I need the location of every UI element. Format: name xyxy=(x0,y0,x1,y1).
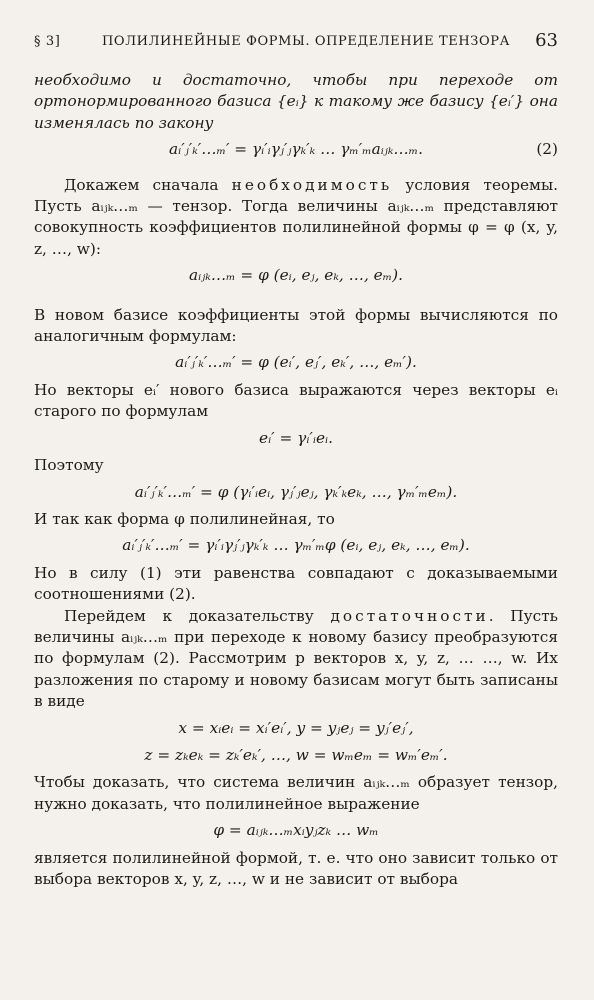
formula-2-number: (2) xyxy=(536,140,558,159)
formula-expanded: aᵢ′ⱼ′ₖ′…ₘ′ = γᵢ′ᵢγⱼ′ⱼγₖ′ₖ … γₘ′ₘφ (eᵢ, eⱼ, eₖ, …, eₘ). xyxy=(122,536,470,555)
formula-decomposition-1: x = xᵢeᵢ = xᵢ′eᵢ′, y = yⱼeⱼ = yⱼ′eⱼ′, xyxy=(178,718,414,737)
running-title: ПОЛИЛИНЕЙНЫЕ ФОРМЫ. ОПРЕДЕЛЕНИЕ ТЕНЗОРА xyxy=(102,34,511,49)
paragraph-final: является полилинейной формой, т. е. что оно зависит только от выбора векторов x, y, z, …, w и не зависит от выбора xyxy=(34,848,558,888)
running-header xyxy=(34,30,558,52)
paragraph-new-basis: В новом базисе коэффициенты этой формы вычисляются по аналогичным формулам: xyxy=(34,305,558,346)
section-marker: § 3] xyxy=(34,34,61,49)
formula-2-expression: aᵢ′ⱼ′ₖ′…ₘ′ = γᵢ′ᵢγⱼ′ⱼγₖ′ₖ … γₘ′ₘaᵢⱼₖ…ₘ. xyxy=(169,140,423,159)
paragraph-therefore: Поэтому xyxy=(34,456,104,475)
page-body xyxy=(34,70,558,890)
page-number: 63 xyxy=(535,30,558,51)
paragraph-sufficiency: Перейдем к доказательству достаточности. Пусть величины aᵢⱼₖ…ₘ при переходе к новому базису преобразуются по формулам (2). Рассмотрим p векторов x, y, z, … …, w. Их разложения по старому и новому базисам могут быть записаны в виде xyxy=(34,606,558,711)
spaced-word-sufficiency: достаточности xyxy=(330,606,489,625)
paragraph-conclusion: Но в силу (1) эти равенства совпадают с доказываемыми соотношениями (2). xyxy=(34,563,558,604)
paragraph-tensor: Чтобы доказать, что система величин aᵢⱼₖ…ₘ образует тензор, нужно доказать, что полилинейное выражение xyxy=(34,773,558,813)
formula-coefficients: aᵢⱼₖ…ₘ = φ (eᵢ, eⱼ, eₖ, …, eₘ). xyxy=(189,266,403,285)
paragraph-necessity: Докажем сначала необходимость условия теоремы. Пусть aᵢⱼₖ…ₘ — тензор. Тогда величины aᵢⱼₖ…ₘ представляют совокупность коэффициентов полилинейной формы φ = φ (x, y, z, …, w): xyxy=(34,175,558,258)
formula-polylinear-expression: φ = aᵢⱼₖ…ₘxᵢyⱼzₖ … wₘ xyxy=(213,821,379,840)
theorem-continuation: необходимо и достаточно, чтобы при переходе от ортонормированного базиса {eᵢ} к такому же базису {eᵢ′} она изменялась по закону xyxy=(34,71,558,132)
paragraph-vectors: Но векторы eᵢ′ нового базиса выражаются через векторы eᵢ старого по формулам xyxy=(34,380,558,421)
formula-new-coefficients: aᵢ′ⱼ′ₖ′…ₘ′ = φ (eᵢ′, eⱼ′, eₖ′, …, eₘ′). xyxy=(175,353,417,372)
formula-substitution: aᵢ′ⱼ′ₖ′…ₘ′ = φ (γᵢ′ᵢeᵢ, γⱼ′ⱼeⱼ, γₖ′ₖeₖ, …, γₘ′ₘeₘ). xyxy=(134,482,458,501)
formula-2 xyxy=(34,139,558,160)
formula-basis-change: eᵢ′ = γᵢ′ᵢeᵢ. xyxy=(259,428,333,447)
paragraph-multilinear: И так как форма φ полилинейная, то xyxy=(34,509,335,528)
spaced-word-necessity: необходимость xyxy=(231,175,393,194)
formula-decomposition-2: z = zₖeₖ = zₖ′eₖ′, …, w = wₘeₘ = wₘ′eₘ′. xyxy=(144,745,448,764)
